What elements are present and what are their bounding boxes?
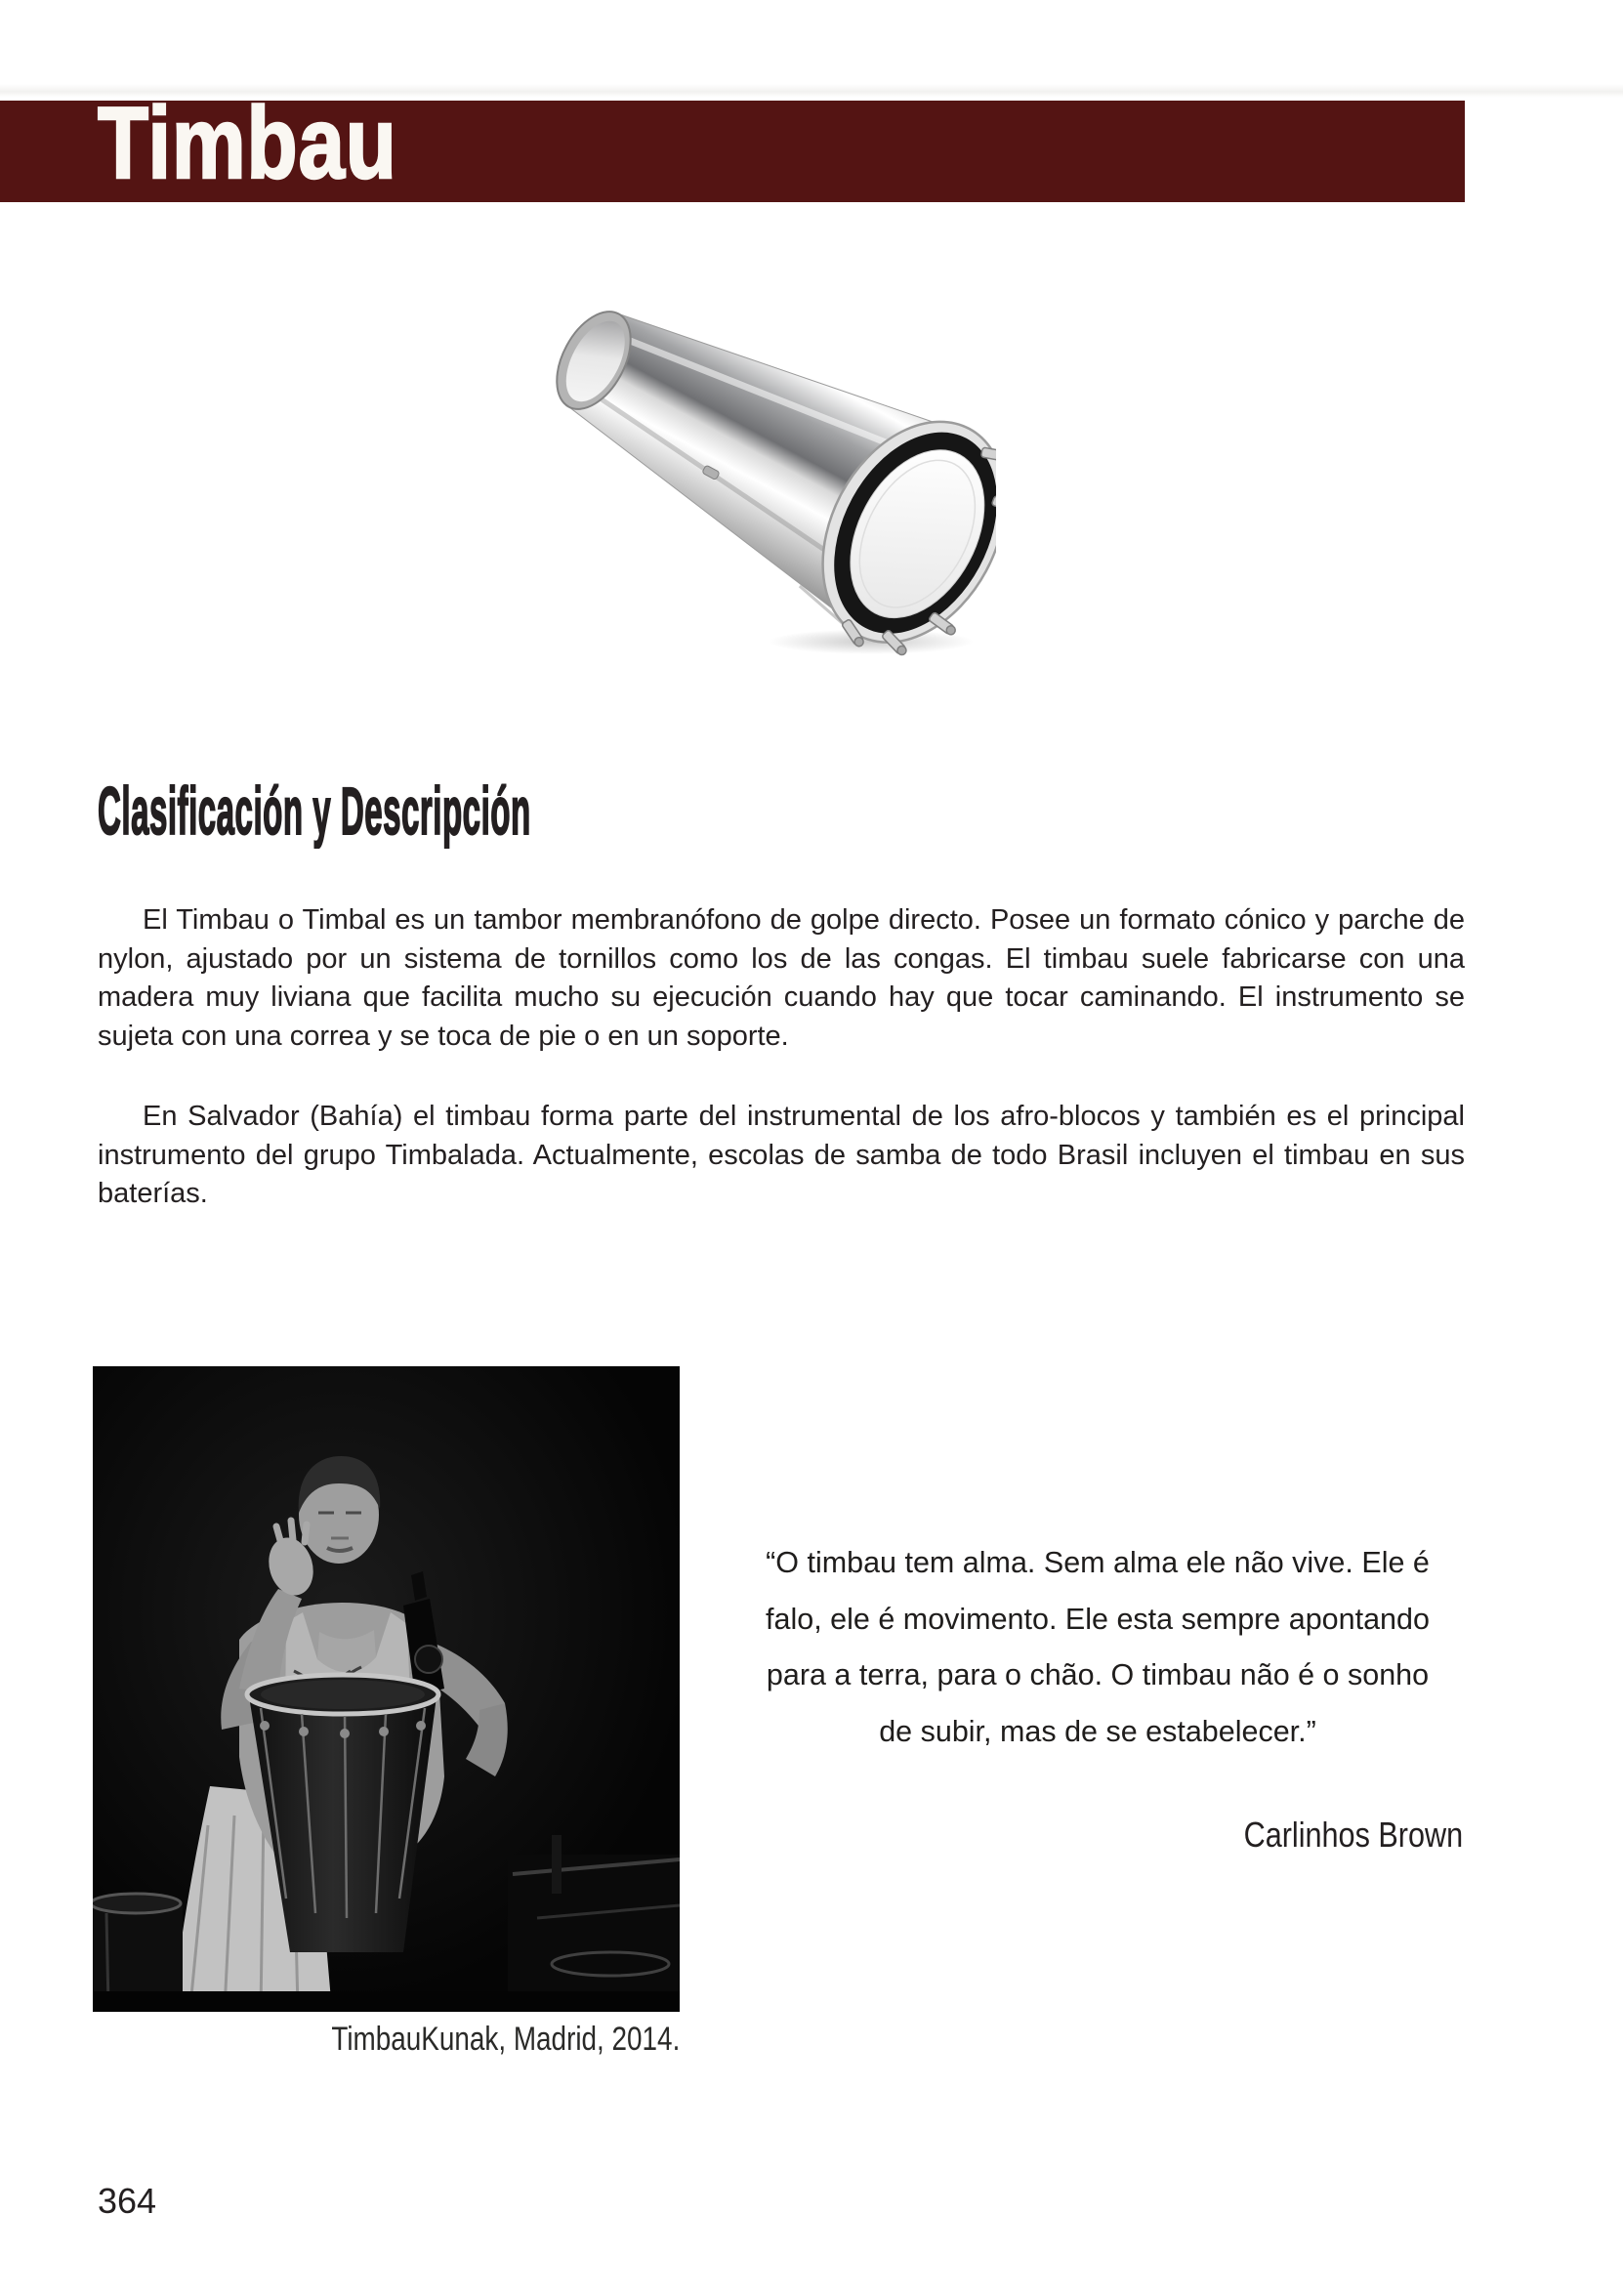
quote-line: de subir, mas de se estabelecer.” [879,1714,1316,1748]
photo-caption-text: TimbauKunak, Madrid, 2014. [331,2021,680,2058]
drum-body-group [527,286,996,657]
photo-caption [93,2020,680,2060]
timbau-drum-image [527,286,996,657]
quote-attribution-text: Carlinhos Brown [1243,1815,1463,1855]
performer-photo [93,1366,680,2012]
quote-line: “O timbau tem alma. Sem alma ele não vive. Ele é [766,1546,1430,1579]
chapter-title-band [0,87,1465,202]
right-percussion [508,1835,680,2012]
quote-line: para a terra, para o chão. O timbau não é o sonho [766,1658,1430,1691]
paragraph-1: El Timbau o Timbal es un tambor membranófono de golpe directo. Posee un formato cónico y parche de nylon, ajustado por un sistema de tornillos como los de las congas. El timbau suele fabricarse con una madera muy liviana que facilita mucho su ejecución cuando hay que tocar caminando. El instrumento se sujeta con una correa y se toca de pie o en un soporte. [98,904,1465,1052]
quote-line: falo, ele é movimento. Ele esta sempre apontando [766,1602,1430,1636]
paragraph-2: En Salvador (Bahía) el timbau forma parte del instrumental de los afro-blocos y también es el principal instrumento del grupo Timbalada. Actualmente, escolas de samba de todo Brasil incluyen el timbau en sus baterías. [98,1101,1465,1209]
quote-attribution [726,1814,1463,1856]
section-heading-text: Clasificación y Descripción [98,773,531,849]
chapter-title: Timbau [98,87,397,200]
stage-floor [93,1991,680,2012]
section-heading [98,773,1000,849]
page-number: 364 [98,2181,157,2221]
pull-quote [726,1535,1470,1760]
